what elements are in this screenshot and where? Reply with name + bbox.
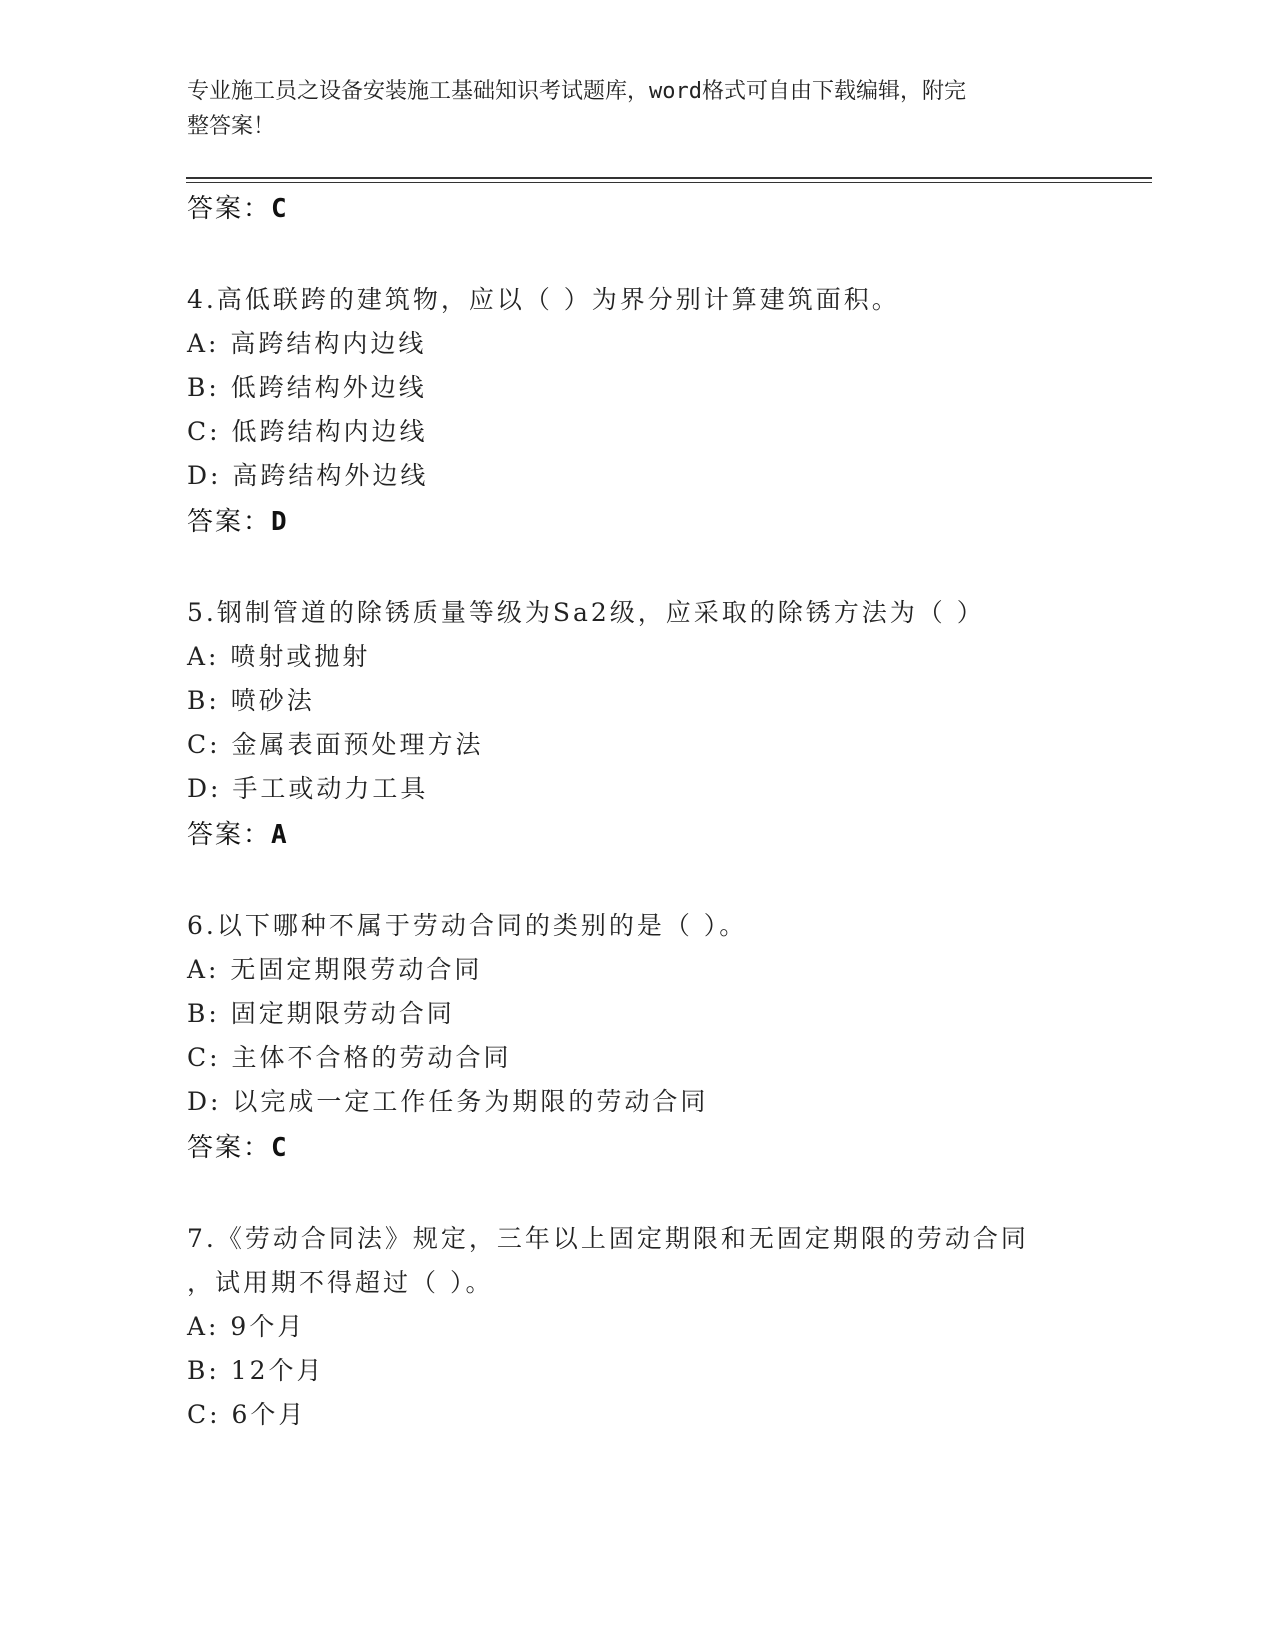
answer-label: 答案： bbox=[187, 1133, 272, 1163]
option-b: B: 喷砂法 bbox=[187, 686, 315, 715]
document-header bbox=[187, 74, 1067, 144]
question-text: 5.钢制管道的除锈质量等级为Sa2级，应采取的除锈方法为（ ） bbox=[187, 598, 985, 627]
option-c: C: 6个月 bbox=[187, 1400, 307, 1429]
option-a: A: 9个月 bbox=[187, 1312, 306, 1341]
option-d: D: 手工或动力工具 bbox=[187, 774, 429, 803]
question-text: 4.高低联跨的建筑物，应以（ ）为界分别计算建筑面积。 bbox=[187, 285, 900, 314]
answer-label: 答案： bbox=[187, 820, 272, 850]
answer-label: 答案： bbox=[187, 194, 272, 224]
answer-line bbox=[187, 814, 287, 851]
answer-value: D bbox=[271, 507, 287, 537]
option-b: B: 固定期限劳动合同 bbox=[187, 999, 455, 1028]
option-a: A: 高跨结构内边线 bbox=[187, 329, 427, 358]
option-b: B: 低跨结构外边线 bbox=[187, 373, 427, 402]
option-d: D: 高跨结构外边线 bbox=[187, 461, 429, 490]
header-line-2: 整答案！ bbox=[187, 114, 276, 139]
option-c: C: 低跨结构内边线 bbox=[187, 417, 428, 446]
option-a: A: 无固定期限劳动合同 bbox=[187, 955, 483, 984]
answer-line bbox=[187, 501, 287, 538]
header-line-1: 专业施工员之设备安装施工基础知识考试题库，word格式可自由下载编辑，附完 bbox=[187, 79, 966, 104]
answer-line bbox=[187, 1127, 287, 1164]
option-c: C: 主体不合格的劳动合同 bbox=[187, 1043, 512, 1072]
question-text: 6.以下哪种不属于劳动合同的类别的是（ ）。 bbox=[187, 911, 748, 940]
option-d: D: 以完成一定工作任务为期限的劳动合同 bbox=[187, 1087, 709, 1116]
answer-value: A bbox=[271, 820, 287, 850]
option-a: A: 喷射或抛射 bbox=[187, 642, 371, 671]
option-c: C: 金属表面预处理方法 bbox=[187, 730, 484, 759]
question-text-line-1: 7.《劳动合同法》规定，三年以上固定期限和无固定期限的劳动合同 bbox=[187, 1224, 1029, 1253]
answer-value: C bbox=[271, 194, 287, 224]
answer-label: 答案： bbox=[187, 507, 272, 537]
header-divider-thick bbox=[186, 177, 1152, 179]
answer-value: C bbox=[271, 1133, 287, 1163]
option-b: B: 12个月 bbox=[187, 1356, 325, 1385]
question-text-line-2: ，试用期不得超过（ ）。 bbox=[187, 1268, 494, 1297]
answer-line bbox=[187, 188, 287, 225]
header-divider-thin bbox=[186, 182, 1152, 183]
